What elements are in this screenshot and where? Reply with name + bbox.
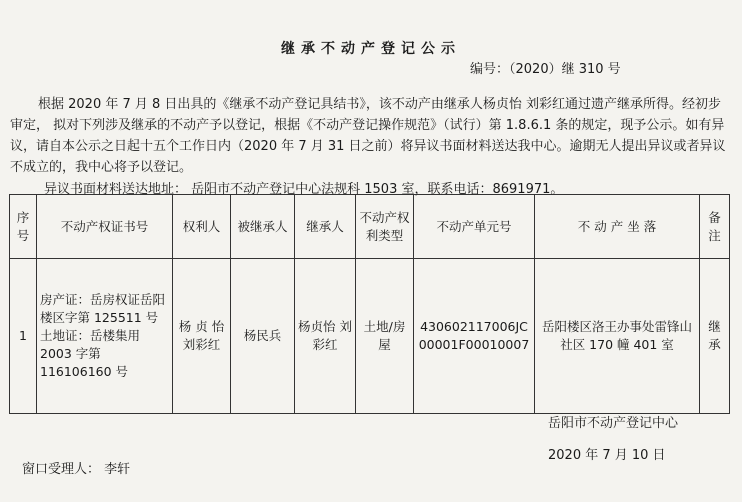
row-cert: [37, 259, 173, 414]
header-owner: 权利人: [173, 195, 231, 259]
header-heir: 继承人: [295, 195, 356, 259]
issuing-organization: 岳阳市不动产登记中心: [548, 416, 679, 431]
row-unit: 430602117006JC00001F00010007: [414, 259, 535, 414]
header-unit: 不动产单元号: [414, 195, 535, 259]
table-header-row: [10, 195, 730, 259]
property-table: [9, 194, 730, 414]
table-row: [10, 259, 730, 414]
document-number: 编号：（2020）继 310 号: [470, 62, 621, 77]
row-decedent: 杨民兵: [231, 259, 295, 414]
window-clerk: 窗口受理人： 李轩: [22, 462, 131, 477]
row-cert-house: 房产证：岳房权证岳阳楼区字第 125511 号: [40, 292, 166, 325]
header-cert: 不动产权证书号: [37, 195, 173, 259]
objection-address: 异议书面材料送达地址： 岳阳市不动产登记中心法规科 1503 室，联系电话：8691971。: [44, 182, 564, 197]
row-remark: 继承: [700, 259, 730, 414]
row-owner: 杨 贞 怡 刘彩红: [173, 259, 231, 414]
header-remark: 备注: [700, 195, 730, 259]
row-location: 岳阳楼区洛王办事处雷锋山社区 170 幢 401 室: [535, 259, 700, 414]
notice-body: 根据 2020 年 7 月 8 日出具的《继承不动产登记具结书》，该不动产由继承人杨贞怡 刘彩红通过遗产继承所得。经初步审定， 拟对下列涉及继承的不动产予以登记，根据《不动产登记操作规范》（试行）第 1.8.6.1 条的规定，现予公示。如有异议，请自本公示之日起十五个工作日内（2020 年 7 月 31 日之前）将异议书面材料送达我中心。逾期无人提出异议或者异议不成立的，我中心将予以登记。: [10, 97, 726, 175]
row-heir: 杨贞怡 刘彩红: [295, 259, 356, 414]
row-seq: 1: [10, 259, 37, 414]
header-decedent: 被继承人: [231, 195, 295, 259]
issue-date: 2020 年 7 月 10 日: [548, 448, 666, 463]
header-seq: 序号: [10, 195, 37, 259]
header-location: 不 动 产 坐 落: [535, 195, 700, 259]
row-type: 土地/房屋: [356, 259, 414, 414]
notice-title: 继承不动产登记公示: [281, 41, 461, 57]
header-type: 不动产权利类型: [356, 195, 414, 259]
row-cert-land: 土地证：岳楼集用 2003 字第 116106160 号: [40, 328, 141, 379]
